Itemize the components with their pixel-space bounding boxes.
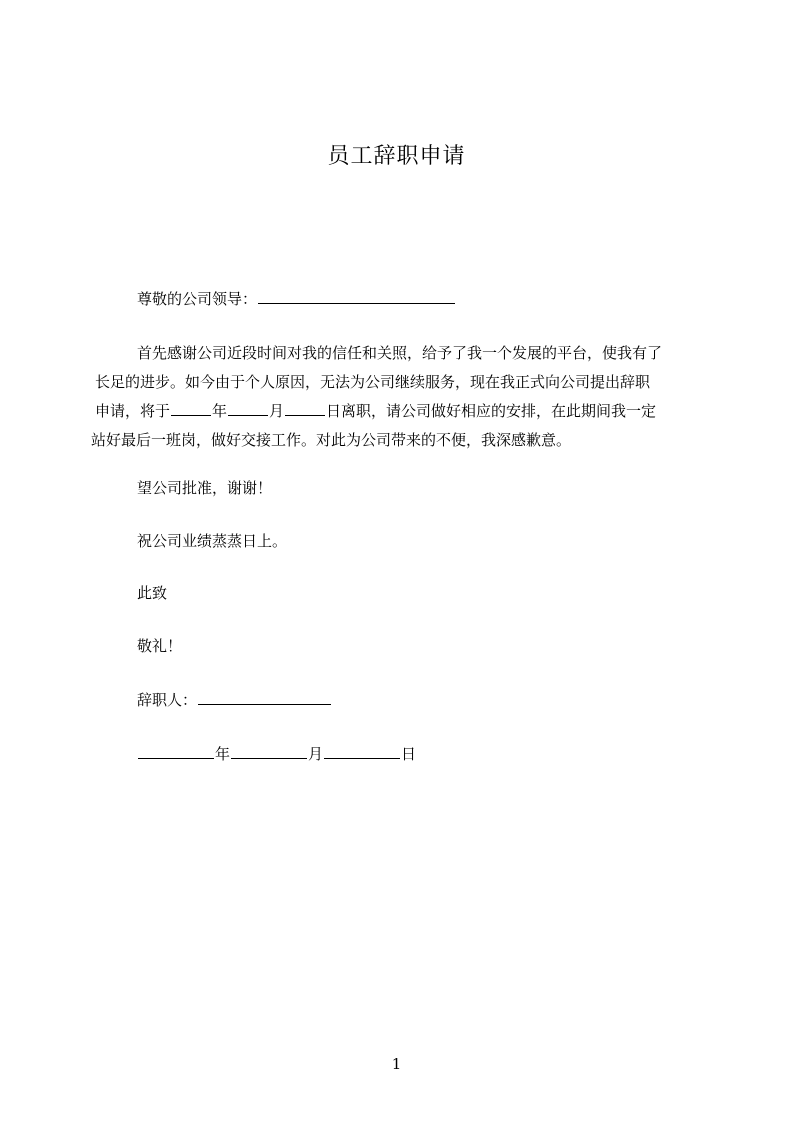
month-blank (228, 400, 268, 416)
date-month-label: 月 (308, 745, 324, 763)
request-line: 望公司批准，谢谢！ (137, 479, 273, 497)
day-blank (285, 400, 325, 416)
closing-line-1: 此致 (137, 584, 168, 602)
signer-label: 辞职人： (137, 691, 198, 709)
body-year-label: 年 (212, 402, 228, 420)
closing-line-2: 敬礼！ (137, 637, 183, 655)
body-line-3-end: 日离职，请公司做好相应的安排，在此期间我一定 (326, 402, 657, 420)
date-line (137, 743, 416, 765)
body-month-label: 月 (269, 402, 285, 420)
body-line-1: 首先感谢公司近段时间对我的信任和关照，给予了我一个发展的平台，使我有了 (137, 344, 663, 362)
body-line-3 (91, 397, 701, 426)
date-year-blank (138, 743, 214, 759)
body-line-3-start: 申请，将于 (95, 402, 171, 420)
salutation-line (137, 288, 456, 310)
signer-blank (198, 689, 331, 705)
year-blank (171, 400, 211, 416)
date-month-blank (231, 743, 307, 759)
body-line-4: 站好最后一班岗，做好交接工作。对此为公司带来的不便，我深感歉意。 (91, 431, 572, 449)
page-number: 1 (391, 1055, 402, 1073)
date-year-label: 年 (215, 745, 231, 763)
signer-line (137, 689, 332, 711)
wish-line: 祝公司业绩蒸蒸日上。 (137, 532, 288, 550)
body-paragraph (91, 339, 701, 455)
document-title: 员工辞职申请 (327, 144, 466, 169)
date-day-label: 日 (401, 745, 417, 763)
salutation-text: 尊敬的公司领导： (137, 290, 258, 308)
body-line-2: 长足的进步。如今由于个人原因，无法为公司继续服务，现在我正式向公司提出辞职 (95, 373, 651, 391)
date-day-blank (324, 743, 400, 759)
salutation-blank (258, 288, 455, 304)
